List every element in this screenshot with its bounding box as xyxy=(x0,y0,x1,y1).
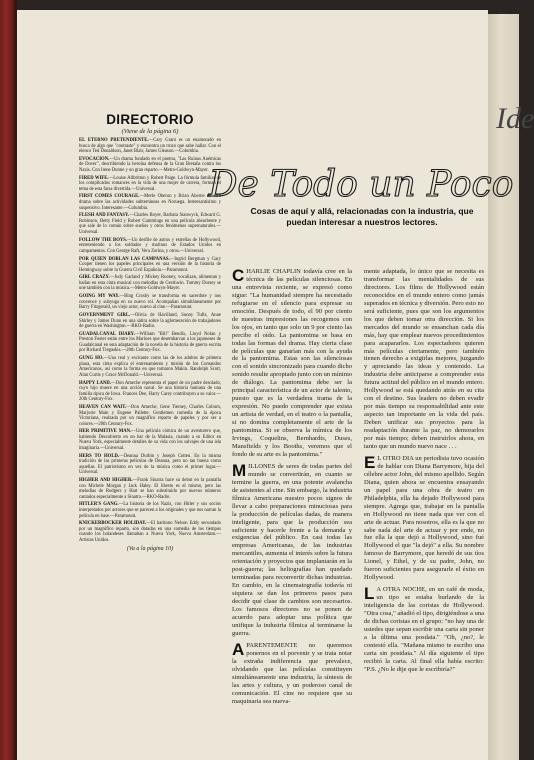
entry-body: —El barítono Nelson Eddy secundado por un magnífico reparto, son dotadas en una comedia de los tiempos cuando los holandeses llamaban a Nueva York, Nueva Amsterdam.—Artistas Unidos. xyxy=(79,521,221,543)
entry-body: —Louise Allbritton y Robert Paige. La fórmula familiar de los complicados romances en la vida de una mujer de carrera, forman el tema de esta farsa divertida.—Universal. xyxy=(79,175,221,192)
magazine-page xyxy=(17,10,514,760)
entry-title: HAPPY LAND. xyxy=(79,380,111,386)
paragraph-text: mente adaptada, lo único que se necesita es transformar las mentalidades de sus directores. Los films de Hollywood están reconocidos en el mundo entero como jamás superados en técnica y diversión. Pero esto no será suficiente, pues que son los argumentos los que deben tomar otra dirección. Si los mercados del mundo se ensanchan cada día más, hay que emplear nuevos procedimientos para acapararlos. Los espectadores quieren más películas ciertamente, pero también tienen derecho a exigirlas mejores, juzgando y apreciando las ideas y contenido. La industria debe anticiparse a comprender esta futura actitud del público en el mundo entero. Hollywood se está quedando atrás en su cita con el destino. Sus leaders no deben evadir por más tiempo su responsabilidad ante este aspecto tan importante en la vida del país. Deben unificar sus proyectos para la readaptación durante la paz, no demorarlos por más tiempo; deben instruirlos ahora, en tanto que un mundo nuevo nace . . . xyxy=(364,268,484,450)
drop-cap: M xyxy=(232,460,247,480)
article-deck: Cosas de aquí y allá, relacionadas con la industria, que puedan interesar a nuestros lectores. xyxy=(250,206,474,227)
drop-cap: E xyxy=(364,452,376,472)
entry-title: POR QUIEN DOBLAN LAS CAMPANAS. xyxy=(79,256,170,262)
entry-title: HIGHER AND HIGHER. xyxy=(79,478,133,484)
directorio-entry xyxy=(79,521,221,543)
entry-title: FOLLOW THE BOYS. xyxy=(79,237,127,243)
entry-body: —Frank Sinatra hace su debut en la pantalla con Michele Morgan y Jack Haley. El libreto es el mismo, pero las melodías de Rodgers y Hart se han substituido por nuevos números cantados especialmente a Sinatra.—RKO-Radio. xyxy=(79,478,221,500)
book-binding xyxy=(0,0,14,760)
entry-title: GUNG HO. xyxy=(79,356,104,362)
directorio-entry xyxy=(79,313,221,330)
article-headline xyxy=(208,160,514,205)
directorio-entry xyxy=(79,502,221,519)
entry-body: —Cary Grant es un enamorado en busca de algo que "contraste" y encuentra un trozo que sabe hallar. Con el elenco Ted Donaldson, Janet Blair, James Gleason.—Columbia. xyxy=(79,138,222,155)
entry-title: GOING MY WAY. xyxy=(79,294,120,300)
directorio-entry xyxy=(79,275,221,292)
entry-title: HEAVEN CAN WAIT. xyxy=(79,404,127,410)
entry-body: —Un desfile de astros y estrellas de Hollywood, entreteniendo a los soldados y marinos de Estados Unidos en campamentos. Con George Raft, Vera Zorina, y otros.—Universal. xyxy=(79,237,221,254)
entry-title: GIRL CRAZY. xyxy=(79,275,110,281)
article-paragraph xyxy=(364,452,484,582)
paragraph-text: ILLONES de seres de todas partes del mundo se convertirán, en cuanto se termine la guerra, en una potente avalancha de asistentes al cine. Sin embargo, la industria fílmica Americana nuestro pocos signos de llevar a cabo preparaciones minuciosas para la producción de películas dadas, de manera inteligente, para que la producción sea suficiente y hacerle frente a la demanda y exigencias del público. En casi todas las empresas Americanas, de las industrias mercantiles, aumenta el interés sobre la futura orientación y proyectos que implantarán en la post-guerra; las heliografías han quedado terminadas para reconvertir dichas industrias. En cambio, en la cinematografía todavía ni siquiera se dan los primeros pasos para decidir qué clase de cambios son necesarios. Los famosos directores no se ponen de acuerdo para adoptar una política que unifique la industria fílmica al terminarse la guerra. xyxy=(232,462,352,637)
directorio-entry xyxy=(79,213,221,235)
article-column-right xyxy=(364,268,484,678)
directorio-column xyxy=(79,112,221,702)
article-paragraph xyxy=(364,268,484,451)
entry-title: HERS TO HOLD. xyxy=(79,453,120,459)
entry-body: —William "Bill" Bendix, Lloyd Nolan y Preston Foster están entre los Marines que desembarcan a los japoneses de Guadalcanal en esta adaptación de la novela de la historia de guerra escrita por Richard Tregaskis.—20th Century-Fox. xyxy=(79,331,221,354)
directorio-entry xyxy=(79,176,221,193)
entry-body: —Judy Garland y Mickey Rooney, vocalizan, alimentan y bailan en esta cinta musical con melodías de Gershwin. Tommy Dorsey se une también con la música.—Metro-Goldwyn-Mayer. xyxy=(79,275,221,292)
entry-title: FLESH AND FANTASY. xyxy=(79,213,130,219)
entry-title: FIRED WIFE. xyxy=(79,175,109,181)
paragraph-text: L OTRO DIA un periodista tuvo ocasión de hablar con Diana Barrymore, hija del célebre actor John, del mismo apellido. Según Diana, quien abora se encuentra ensayando un papel para una obra de teatro en Philadelphia, ella ha dejado Hollywood para siempre. Agrega que, trabajar en la pantalla en Hollywood no tiene nada que ver con el arte de actuar. Para nosotros, ella es la que no sabe nada del arte de actuar y por ende, no fue ella la que dejó a Hollywood, sino fué Hollywood el que "la dejó" a ella. Su nombre famoso de Barrymore, que heredó de sus tíos Lionel, y Ethel, y de su padre, John, no fueron suficientes para asegurarle el éxito en Hollywood. xyxy=(364,454,484,582)
directorio-entry xyxy=(79,405,221,427)
entry-body: —Una película cómica de un aventurero que, habiendo Descubierto en un bar de la Malasia, cuando a su Editor en Nueva York, especialmente detalles de su vida con los salvajes de una isla imaginaria.—Universal. xyxy=(79,429,221,451)
directorio-entry xyxy=(79,332,221,354)
directorio-entry xyxy=(79,238,221,255)
directorio-entry xyxy=(79,157,221,174)
directorio-entry xyxy=(79,194,221,211)
article-paragraph xyxy=(364,586,484,673)
entry-title: EL ETERNO PRETENDIENTE. xyxy=(79,138,149,143)
entry-body: —Don Ameche, Gene Tierney, Charles Coburn, Marjorie Main y Eugene Pallette. Gentlemen comedia de la época Victoriana, realzada por un magnífico reparto de papeles y por ser a colores.—20th Century-Fox. xyxy=(79,404,221,427)
entry-title: GUADALCANAL DIARY. xyxy=(79,331,135,337)
paragraph-text: HARLIE CHAPLIN todavía cree en la técnica de las películas silenciosas. En una entrevista reciente, se expresó como sigue: "La humanidad siempre ha necesitado refugiarse en el silencio para expresar su emoción. Después de todo, el 90 por ciento de nuestras impresiones las recogemos con los ojos, en tanto que solo un 9 por ciento las percibe el oído. La pantomima se basa en todas las formas del drama. Hay cierta clase de películas que ganarían más con la ayuda de la pantomima. Estas son las silenciosas con el sonido sincronizado para cuando dicho sonido resulte apropiado junto con un mínimo de diálogo. La pantomima debe ser la principal característica de un actor de talento, puesto que es la verdadera trama de la expresión. No puedo comprender que exista un artista de verdad, en el teatro o la pantalla, si no domina completamente el arte de la pantomima. Si se observa la mímica de los Irvings, Coquelins, Bernhardts, Duses, Mansfields y los Booths, veremos que el fondo de su arte es la pantomima." xyxy=(232,268,352,458)
drop-cap: A xyxy=(232,639,245,659)
entry-body: —Deanna Durbin y Joseph Cotten. En la misma tradición de las primeras películas de Deanna, pero no tan buena como aquellas. El patriotismo en vez de la música como el primer lugar.—Universal. xyxy=(79,453,221,476)
entry-title: HER PRIMITIVE MAN. xyxy=(79,429,132,435)
entry-body: —Olivia de Havilland, Sonny Tufts, Anne Shirley y James Dunn en una sátira sobre la aglomeración de trabajadores de guerra en Washington.—RKO-Radio. xyxy=(79,313,221,330)
directorio-entry xyxy=(79,138,221,155)
entry-body: —La historia de los Nazis, con Hitler y sus socios interpretados por actores que se parecen a los originales y que nos narran la película en base.—Paramount. xyxy=(79,502,221,519)
article-paragraph xyxy=(232,639,352,706)
entry-body: —Don Ameche representa el papel de un padre desolado, cuyo hijo muere en una acción naval. Se una historia humana de una familia típica de Iowa. Frances Dee, Harry Carey contribuyen a su valor.—20th Century-Fox. xyxy=(79,380,221,403)
facing-page-text: Ide xyxy=(496,102,534,135)
directorio-entry xyxy=(79,478,221,500)
directorio-entry xyxy=(79,294,221,311)
directorio-entry xyxy=(79,356,221,378)
directorio-subtitle: (Viene de la página 6) xyxy=(121,128,179,135)
directorio-entry xyxy=(79,381,221,403)
directorio-title: DIRECTORIO xyxy=(106,112,194,127)
article-paragraph xyxy=(232,460,352,638)
drop-cap: C xyxy=(232,266,245,285)
entry-body: —Una real y excitante como las de los adultos de primera plana, esta cinta explica el entrenamiento y misión de los Comandos Americanos, así como la forma en que tomaron Makin. Randolph Scott, Alan Curtis y Grace McDonald.—Universal. xyxy=(79,356,221,378)
headline-text: De Todo un Poco xyxy=(208,164,514,205)
facing-page xyxy=(488,14,534,760)
directorio-continuation: (Va a la página 10) xyxy=(126,545,174,552)
entry-body: —Un drama fundado en el poema, "Las Ruinas Anémicas de Dover", describiendo la heroína defensa de la Gran Bretaña contra los Nazis. Con Irene Dunne y un gran reparto.—Metro-Goldwyn-Mayer. xyxy=(79,156,221,173)
paragraph-text: A OTRA NOCHE, en un café de moda, un tipo se estaba burlando de la inteligencia de las coristas de Hollywood. "Otra cosa," añadió el tipo, dirigiéndose a una de dichas coristas en el grupo: "no hay una de ustedes que sepan escribir una carta sin poner a la última una posdata." "Oh, ¿no?, le contestó ella. "Mañana mismo te escribo una carta sin postdata." Al día siguiente el tipo recibió la carta. Al final ella había escrito: "P.S. ¿No le dije que le escribiría?" xyxy=(364,586,484,673)
paragraph-text: PARENTEMENTE no queremos ponernos en el porvenir y se trata notar la extraña indiferencia que prevalece, olvidando que las películas constituyen simultáneamente una industria, la síntesis de las artes y cultura, y un poderoso canal de comunicación. El cine no requiere que su maquinaria sea nueva- xyxy=(232,641,352,705)
entry-title: GOVERNMENT GIRL. xyxy=(79,313,131,318)
directorio-entry xyxy=(79,454,221,476)
entry-body: —Merle Oberon y Brian Aherne en otro drama sobre las actividades subterráneas en Noruega. Interesantísimo y suspensivo. Interesante.—Columbia. xyxy=(79,194,221,211)
article-column-left xyxy=(232,268,352,709)
entry-title: EVOCACION. xyxy=(79,156,110,162)
entry-body: —Ingrid Bergman y Gary Cooper tienen los papeles principales en una versión de la historia de Hemingway sobre la Guerra Civil Española.—Paramount. xyxy=(79,256,221,273)
directorio-entry xyxy=(79,257,221,274)
entry-body: —Bing Crosby se transforma en sacerdote y nos convence y subyuga en su nuevo rol. Acompañan simultáneamente por Barry Fitzgerald, un viejo actor, nuevo al cine.—Paramount. xyxy=(79,294,221,311)
directorio-entry xyxy=(79,429,221,451)
article-paragraph xyxy=(232,268,352,459)
entry-title: FIRST COMES COURAGE. xyxy=(79,194,140,200)
entry-title: KNICKERBOCKER HOLIDAY. xyxy=(79,521,147,527)
entry-body: —Charles Boyer, Barbara Stanwyck, Edward G. Robinson, Betty Field y Robert Cummings en una película absorbente y que sale de lo común sobre sueños y otros fenómenos supernaturales.—Universal. xyxy=(79,213,221,235)
directorio-entries xyxy=(79,138,221,543)
drop-cap: L xyxy=(364,584,375,604)
entry-title: HITLER'S GANG. xyxy=(79,502,119,508)
